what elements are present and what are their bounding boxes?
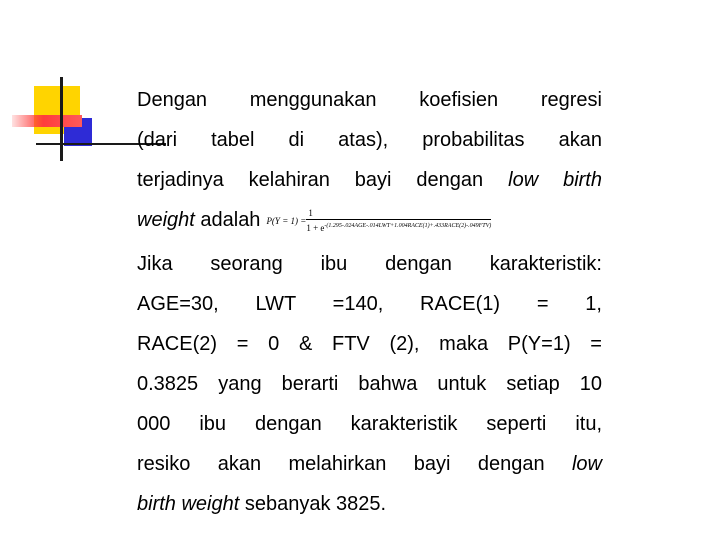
formula-numerator: 1 xyxy=(306,208,491,220)
decor-vertical-line xyxy=(60,77,63,161)
text-line: AGE=30, LWT =140, RACE(1) = 1, xyxy=(137,293,602,315)
text-line xyxy=(137,160,602,200)
text-line xyxy=(137,444,602,484)
formula-fraction xyxy=(306,208,491,233)
text-line: RACE(2) = 0 & FTV (2), maka P(Y=1) = xyxy=(137,333,602,355)
italic-term: weight xyxy=(137,209,195,231)
formula-denominator xyxy=(306,220,491,233)
paragraph-example xyxy=(137,244,602,524)
text-segment: resiko akan melahirkan bayi dengan xyxy=(137,453,545,475)
formula-base: 1 + e xyxy=(306,223,325,234)
text-line: (dari tabel di atas), probabilitas akan xyxy=(137,129,602,151)
text-line xyxy=(137,484,602,524)
slide-body xyxy=(137,80,602,524)
text-segment: sebanyak 3825. xyxy=(244,493,387,515)
text-line: 000 ibu dengan karakteristik seperti itu, xyxy=(137,413,602,435)
text-line xyxy=(137,200,602,240)
paragraph-regression xyxy=(137,80,602,240)
italic-term: low xyxy=(571,453,602,475)
text-segment: adalah xyxy=(200,209,261,231)
logistic-formula xyxy=(266,208,491,233)
italic-term: low birth xyxy=(508,169,602,191)
decor-red-bar xyxy=(12,115,82,127)
text-line: Dengan menggunakan koefisien regresi xyxy=(137,89,602,111)
text-line: 0.3825 yang berarti bahwa untuk setiap 10 xyxy=(137,373,602,395)
text-line: Jika seorang ibu dengan karakteristik: xyxy=(137,253,602,275)
text-segment: terjadinya kelahiran bayi dengan xyxy=(137,169,484,191)
formula-exponent: -(1.295-.024AGE-.014LWT+1.004RACE(1)+.433RACE(2)-.049FTV) xyxy=(324,223,492,230)
formula-lhs: P(Y = 1) = xyxy=(266,215,307,226)
italic-term: birth weight xyxy=(137,493,240,515)
